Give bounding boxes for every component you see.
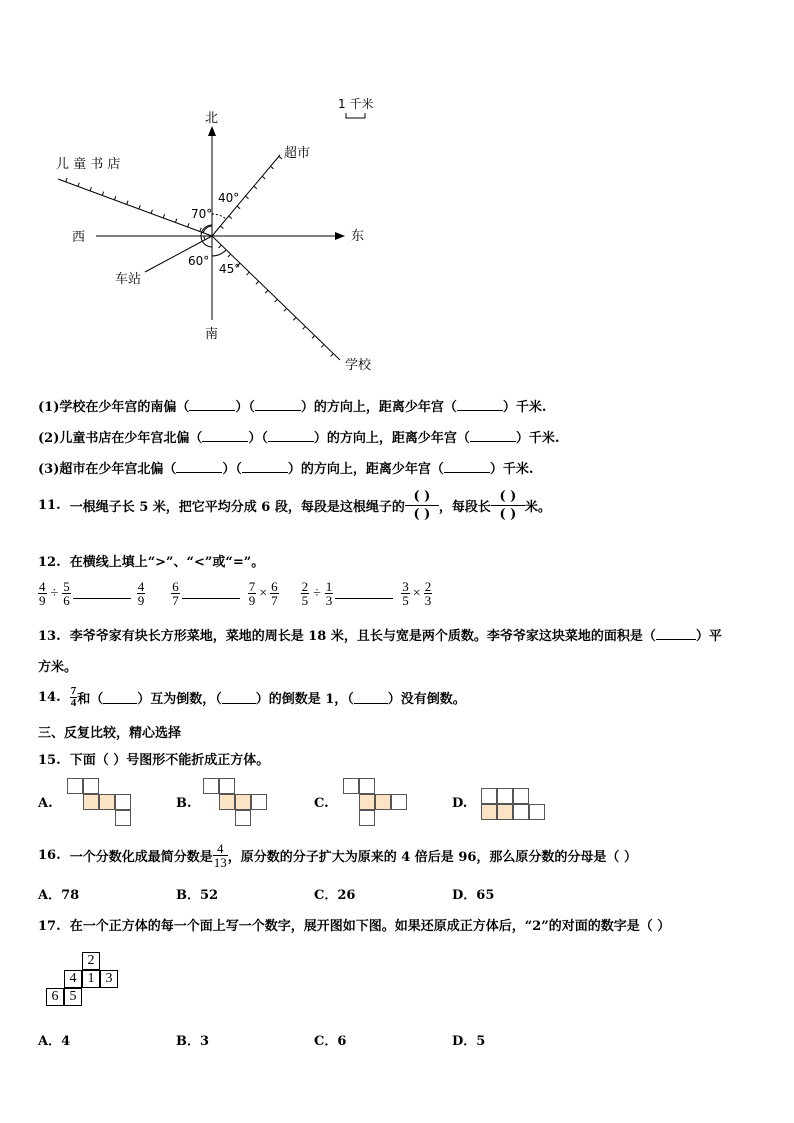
angle-40-label: 40° [218, 191, 240, 205]
q11-text3: 米。 [524, 500, 551, 515]
q-school-post: ）的方向上，距离少年宫（ [300, 400, 457, 415]
fraction: $\frac{4}{9}$ [137, 579, 145, 608]
tick-mark [175, 219, 176, 223]
question-school [38, 396, 546, 415]
answer-blank[interactable] [242, 460, 288, 473]
q-bookstore-text: (2)儿童书店在少年宫北偏（ [38, 431, 203, 446]
q14-text2: ）互为倒数，（ [137, 692, 222, 707]
q17-option-d[interactable]: D．5 [452, 1034, 486, 1049]
fraction: $\frac{6}{7}$ [172, 579, 179, 608]
tick-mark [220, 226, 223, 229]
tick-mark [237, 206, 240, 209]
answer-blank[interactable] [255, 398, 301, 411]
small-arc-2 [201, 236, 212, 247]
question-13 [38, 625, 722, 644]
west-label: 西 [72, 230, 86, 245]
net-face: 1 [82, 970, 100, 988]
q12-text: 在横线上填上“>”、“<”或“=”。 [69, 555, 265, 570]
tick-mark [151, 210, 152, 214]
q-bookstore-end: ）千米. [515, 431, 560, 446]
tick-mark [127, 201, 128, 205]
q11-number: 11. [38, 498, 61, 513]
tick-mark [90, 187, 91, 191]
operator: × [259, 585, 268, 601]
angle-70-label: 70° [191, 207, 213, 221]
net-face: 4 [64, 970, 82, 988]
q-school-text: (1)学校在少年宫的南偏（ [38, 400, 190, 415]
question-16 [38, 842, 637, 869]
q13-number: 13. [38, 629, 61, 644]
q-super-end: ）千米. [489, 462, 534, 477]
fraction: $\frac{6}{7}$ [271, 579, 278, 608]
question-15 [38, 749, 269, 768]
scale-bar [346, 113, 365, 118]
tick-mark [219, 245, 222, 248]
q15-text: 下面（ ）号图形不能折成正方体。 [69, 753, 270, 768]
q17-number: 17. [38, 919, 61, 934]
answer-blank[interactable] [354, 691, 388, 704]
net-face: 2 [82, 952, 100, 970]
q16-text1: 一个分数化成最简分数是 [69, 850, 213, 865]
q17-text: 在一个正方体的每一个面上写一个数字，展开图如下图。如果还原成正方体后，“2”的对面的数字是（ ） [69, 919, 671, 934]
tick-mark [312, 335, 315, 338]
fraction: $\frac{4}{9}$ [39, 579, 46, 608]
q15-option-b[interactable]: B. [176, 796, 192, 811]
tick-mark [163, 214, 164, 218]
angle-arc-45 [212, 250, 226, 256]
net-b [203, 778, 267, 826]
tick-mark [271, 166, 274, 169]
fraction: $\frac{2}{3}$ [424, 579, 432, 608]
q11-fraction-blank[interactable]: ( ) ( ) [405, 490, 439, 521]
operator: ÷ [313, 585, 321, 601]
compare-blank[interactable] [335, 588, 393, 599]
tick-mark [275, 299, 278, 302]
tick-mark [200, 228, 201, 232]
bookstore-line [58, 179, 212, 236]
answer-blank[interactable] [656, 627, 696, 640]
answer-blank[interactable] [176, 460, 222, 473]
tick-mark [303, 326, 306, 329]
tick-mark [265, 290, 268, 293]
q12-number: 12. [38, 555, 61, 570]
cube-net [46, 952, 126, 1012]
q17-option-b[interactable]: B．3 [176, 1034, 210, 1049]
tick-mark [254, 186, 257, 189]
q12-expressions [38, 580, 432, 607]
fraction: $\frac{5}{6}$ [63, 579, 70, 608]
fraction: $\frac{3}{5}$ [402, 579, 409, 608]
answer-blank[interactable] [457, 398, 503, 411]
answer-blank[interactable] [444, 460, 490, 473]
compare-blank[interactable] [182, 588, 240, 599]
answer-blank[interactable] [189, 398, 235, 411]
q17-option-a[interactable]: A．4 [38, 1034, 71, 1049]
q15-option-d[interactable]: D. [452, 796, 468, 811]
q16-option-c[interactable]: C．26 [314, 888, 356, 903]
question-12 [38, 551, 264, 570]
q16-number: 16. [38, 848, 61, 863]
school-line [212, 236, 340, 360]
q-super-text: (3)超市在少年宫北偏（ [38, 462, 177, 477]
scale-label: 1 千米 [338, 97, 374, 111]
answer-blank[interactable] [202, 429, 248, 442]
east-label: 东 [351, 229, 365, 244]
operator: ÷ [50, 585, 59, 601]
tick-mark [245, 196, 248, 199]
section-heading: 三、反复比较，精心选择 [38, 726, 182, 741]
north-label: 北 [205, 111, 219, 126]
compare-blank[interactable] [73, 588, 131, 599]
q15-option-a[interactable]: A. [38, 796, 53, 811]
fraction: $\frac{4}{13}$ [213, 841, 227, 870]
q-bookstore-mid: ）（ [248, 431, 268, 446]
question-11 [38, 490, 551, 521]
q14-text4: ）没有倒数。 [387, 692, 466, 707]
q13-text-end: ）平 [695, 629, 722, 644]
answer-blank[interactable] [222, 691, 256, 704]
net-a [67, 778, 131, 826]
answer-blank[interactable] [103, 691, 137, 704]
tick-mark [284, 308, 287, 311]
net-c [343, 778, 407, 826]
q14-text1: 和（ [77, 692, 104, 707]
q11-text: 一根绳子长 5 米，把它平均分成 6 段，每段是这根绳子的 [69, 500, 405, 515]
answer-blank[interactable] [470, 429, 516, 442]
fraction: $\frac{7}{4}$ [70, 685, 77, 709]
q13-text: 李爷爷家有块长方形菜地，菜地的周长是 18 米，且长与宽是两个质数。李爷爷家这块菜地的面积是（ [69, 629, 656, 644]
tick-mark [102, 192, 103, 196]
q14-text3: ）的倒数是 1，（ [255, 692, 354, 707]
tick-mark [256, 281, 259, 284]
tick-mark [78, 183, 79, 187]
tick-mark [188, 223, 189, 227]
net-face: 6 [46, 988, 64, 1006]
answer-blank[interactable] [268, 429, 314, 442]
question-13-line2: 方米。 [38, 660, 78, 675]
tick-mark [293, 317, 296, 320]
angle-arc-70 [203, 226, 212, 233]
tick-mark [262, 176, 265, 179]
q-school-end: ）千米. [502, 400, 547, 415]
angle-45-label: 45° [219, 262, 241, 276]
angle-arc-40 [212, 214, 226, 219]
supermarket-label: 超市 [284, 146, 311, 161]
bookstore-label: 儿 童 书 店 [56, 157, 121, 172]
q11-length-blank[interactable]: ( ) ( ) [491, 490, 525, 521]
tick-mark [229, 216, 232, 219]
net-face: 3 [100, 970, 118, 988]
school-label: 学校 [345, 358, 372, 373]
angle-60-label: 60° [188, 254, 210, 268]
fraction: $\frac{1}{3}$ [325, 579, 333, 608]
tick-mark [247, 272, 250, 275]
q17-option-c[interactable]: C．6 [314, 1034, 347, 1049]
fraction: $\frac{2}{5}$ [301, 579, 309, 608]
angle-arc-60 [204, 236, 205, 240]
direction-diagram [0, 0, 794, 380]
q16-option-a[interactable]: A．78 [38, 888, 80, 903]
q11-text2: ，每段长 [438, 500, 491, 515]
q16-text2: ，原分数的分子扩大为原来的 4 倍后是 96，那么原分数的分母是（ ） [227, 850, 637, 865]
station-label: 车站 [115, 272, 142, 287]
q-super-mid: ）（ [222, 462, 242, 477]
q-bookstore-post: ）的方向上，距离少年宫（ [313, 431, 470, 446]
tick-mark [139, 205, 140, 209]
question-supermarket [38, 458, 533, 477]
q16-option-d[interactable]: D．65 [452, 888, 495, 903]
q14-number: 14. [38, 690, 61, 705]
south-label: 南 [205, 327, 219, 342]
net-d [481, 788, 545, 820]
question-14 [38, 686, 466, 709]
tick-mark [331, 354, 334, 357]
tick-mark [321, 345, 324, 348]
tick-mark [228, 254, 231, 257]
fraction: $\frac{7}{9}$ [248, 579, 256, 608]
operator: × [412, 585, 421, 601]
q15-number: 15. [38, 753, 61, 768]
q-super-post: ）的方向上，距离少年宫（ [287, 462, 444, 477]
tick-mark [114, 196, 115, 200]
tick-mark [66, 178, 67, 182]
question-17 [38, 915, 670, 934]
tick-mark [279, 156, 282, 159]
q-school-mid: ）（ [235, 400, 255, 415]
q16-option-b[interactable]: B．52 [176, 888, 219, 903]
q15-option-c[interactable]: C. [314, 796, 329, 811]
question-bookstore [38, 427, 559, 446]
net-face: 5 [64, 988, 82, 1006]
